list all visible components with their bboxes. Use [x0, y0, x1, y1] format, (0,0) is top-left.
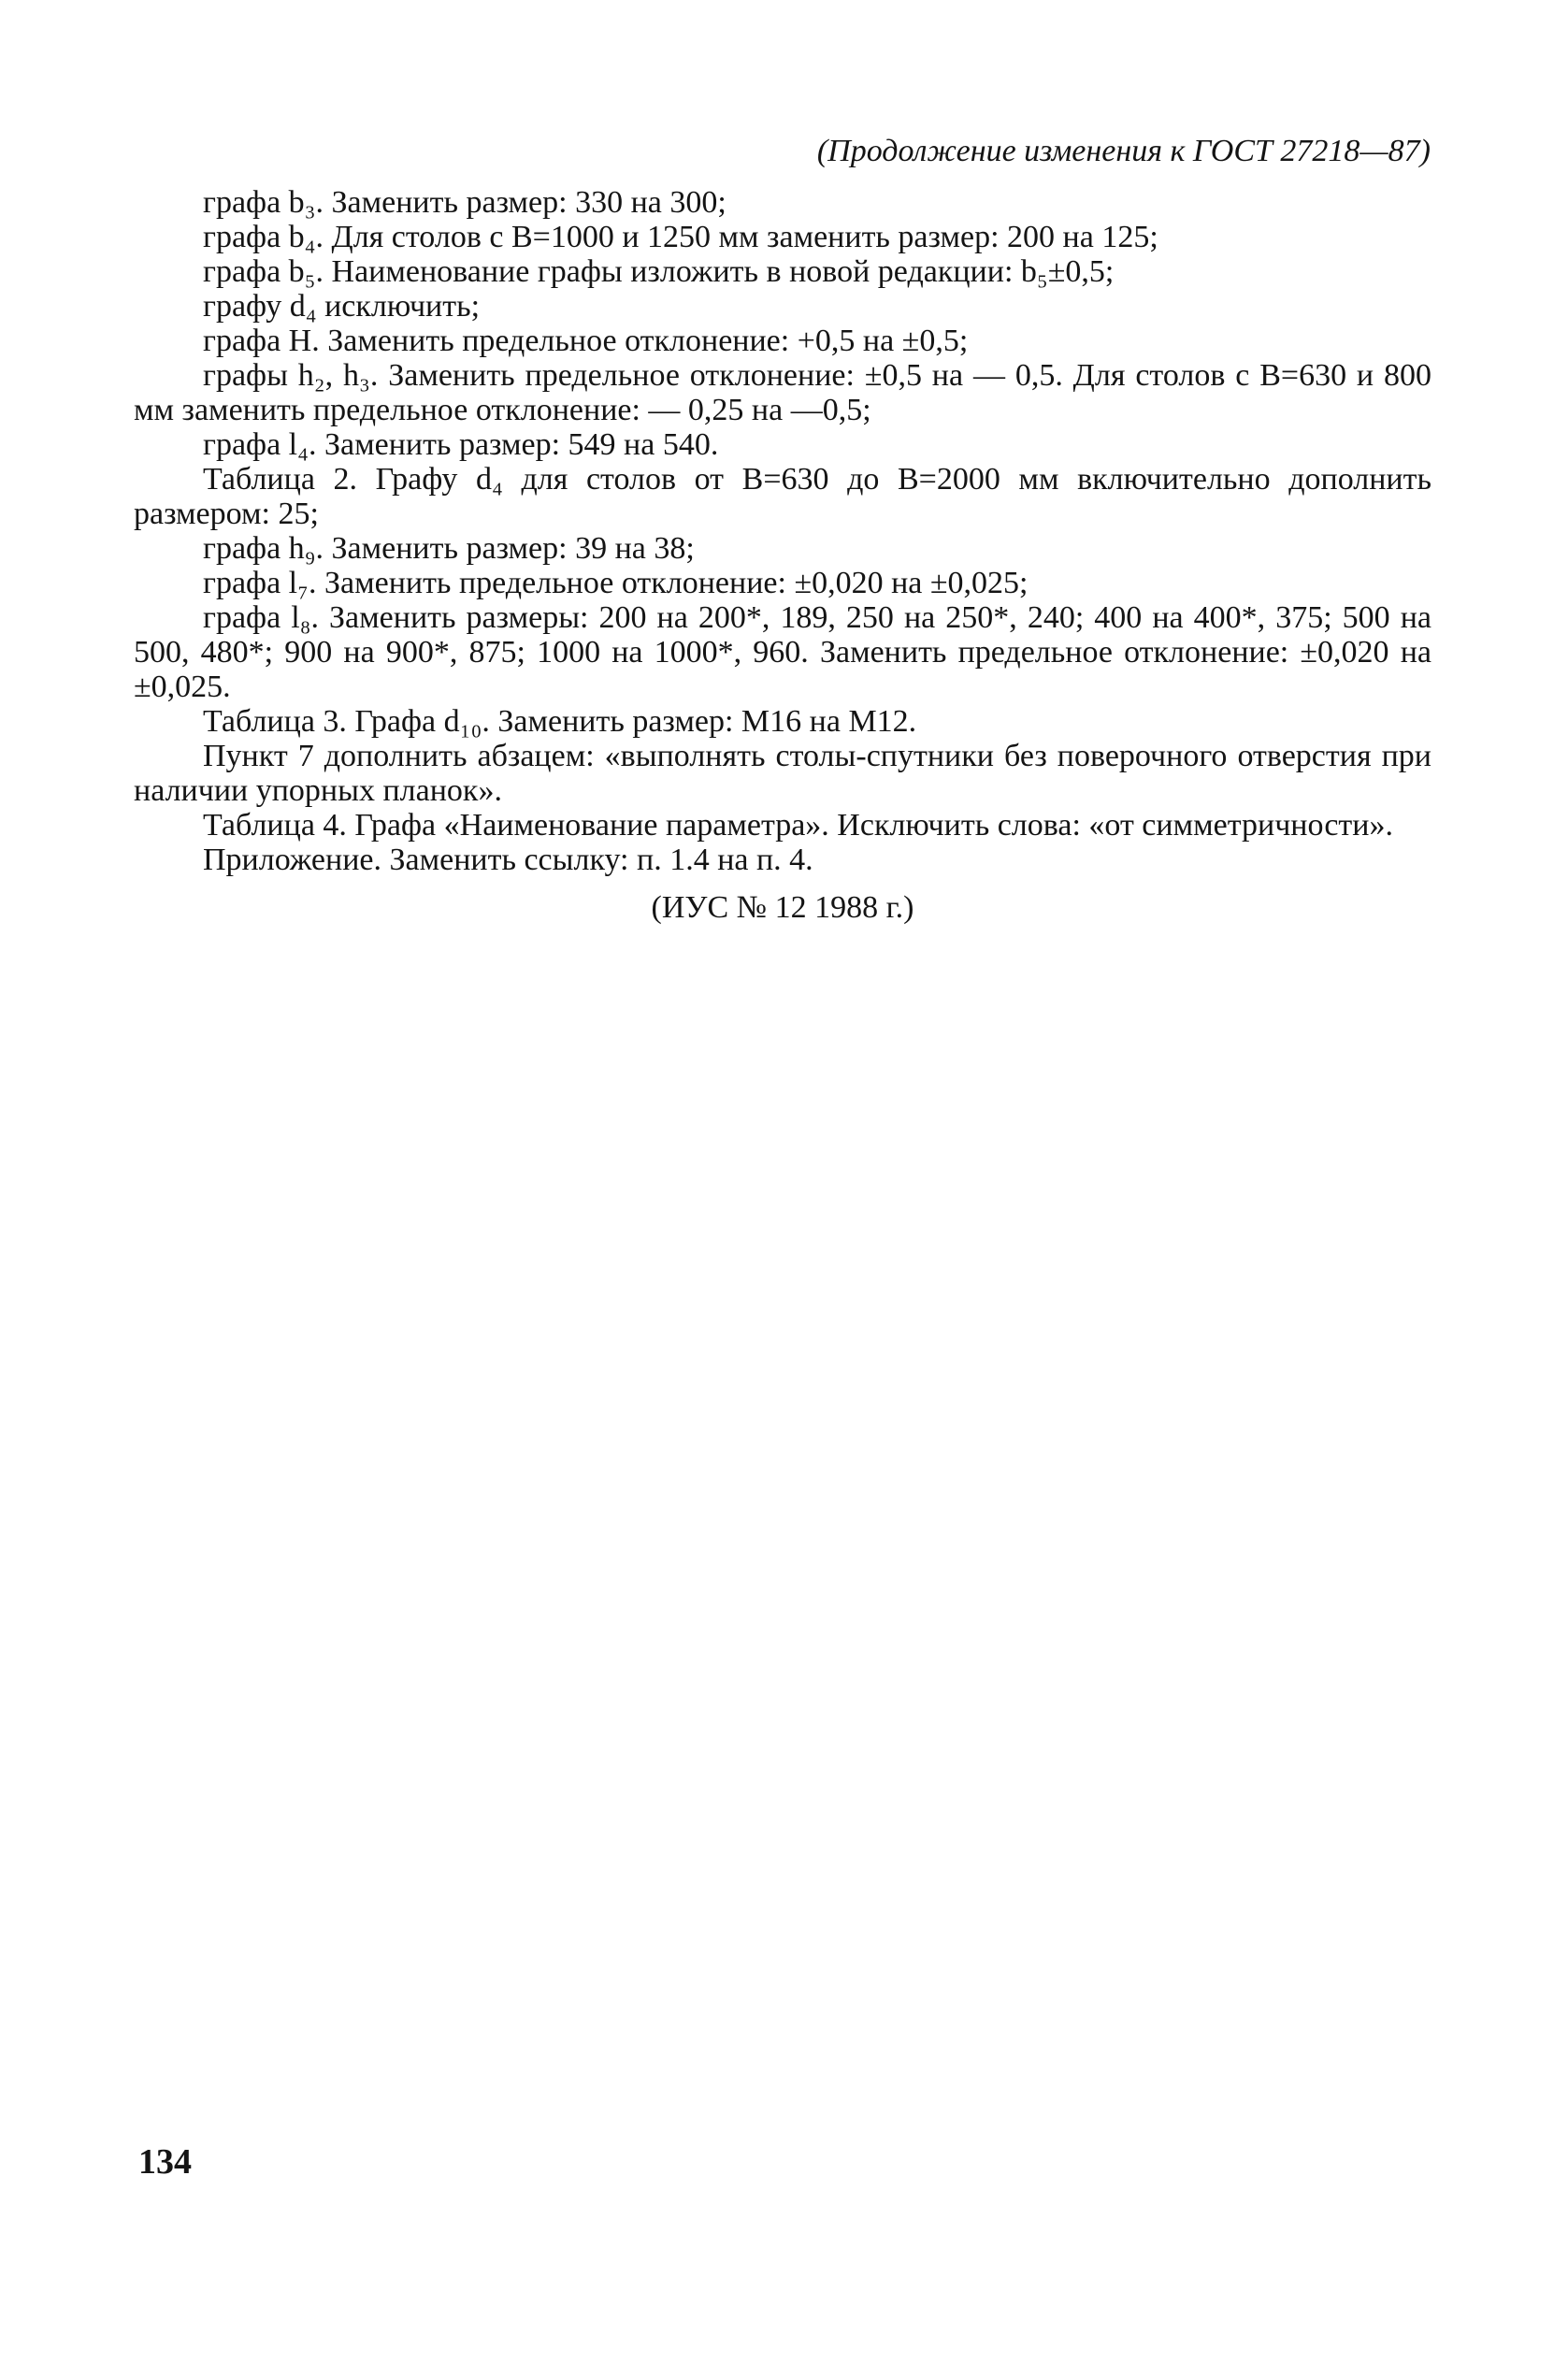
page-number: 134 — [138, 2142, 192, 2182]
paragraph-l7: графа l₇. Заменить предельное отклонение: ±0,020 на ±0,025; — [203, 566, 1029, 600]
paragraph-appendix: Приложение. Заменить ссылку: п. 1.4 на п. 4. — [203, 843, 813, 877]
ius-reference: (ИУС № 12 1988 г.) — [651, 890, 914, 925]
paragraph-h: графа H. Заменить предельное отклонение: +0,5 на ±0,5; — [203, 324, 969, 358]
paragraph-h9: графа h₉. Заменить размер: 39 на 38; — [203, 531, 695, 566]
paragraph-table-2: Таблица 2. Графу d₄ для столов от B=630 до B=2000 мм включительно дополнить размером: 25; — [134, 462, 1431, 531]
document-body — [134, 185, 1431, 925]
paragraph-d4: графу d₄ исключить; — [203, 289, 481, 324]
paragraph-b5: графа b₅. Наименование графы изложить в новой редакции: b₅±0,5; — [203, 254, 1115, 289]
paragraph-table-4: Таблица 4. Графа «Наименование параметра». Исключить слова: «от симметричности». — [203, 808, 1393, 843]
paragraph-b3: графа b₃. Заменить размер: 330 на 300; — [203, 185, 726, 220]
paragraph-h2-h3: графы h₂, h₃. Заменить предельное отклонение: ±0,5 на — 0,5. Для столов с B=630 и 800 мм заменить предельное отклонение: — 0,25 на —0,5; — [134, 358, 1431, 427]
paragraph-item-7: Пункт 7 дополнить абзацем: «выполнять столы-спутники без поверочного отверстия при наличии упорных планок». — [134, 739, 1431, 808]
paragraph-l8: графа l₈. Заменить размеры: 200 на 200*, 189, 250 на 250*, 240; 400 на 400*, 375; 500 на 500, 480*; 900 на 900*, 875; 1000 на 1000*, 960. Заменить предельное отклонение: ±0,020 на ±0,025. — [134, 600, 1431, 704]
paragraph-l4: графа l₄. Заменить размер: 549 на 540. — [203, 427, 719, 462]
paragraph-table-3: Таблица 3. Графа d₁₀. Заменить размер: M16 на M12. — [203, 704, 917, 739]
continuation-header: (Продолжение изменения к ГОСТ 27218—87) — [816, 134, 1431, 168]
paragraph-b4: графа b₄. Для столов с B=1000 и 1250 мм заменить размер: 200 на 125; — [203, 220, 1158, 254]
